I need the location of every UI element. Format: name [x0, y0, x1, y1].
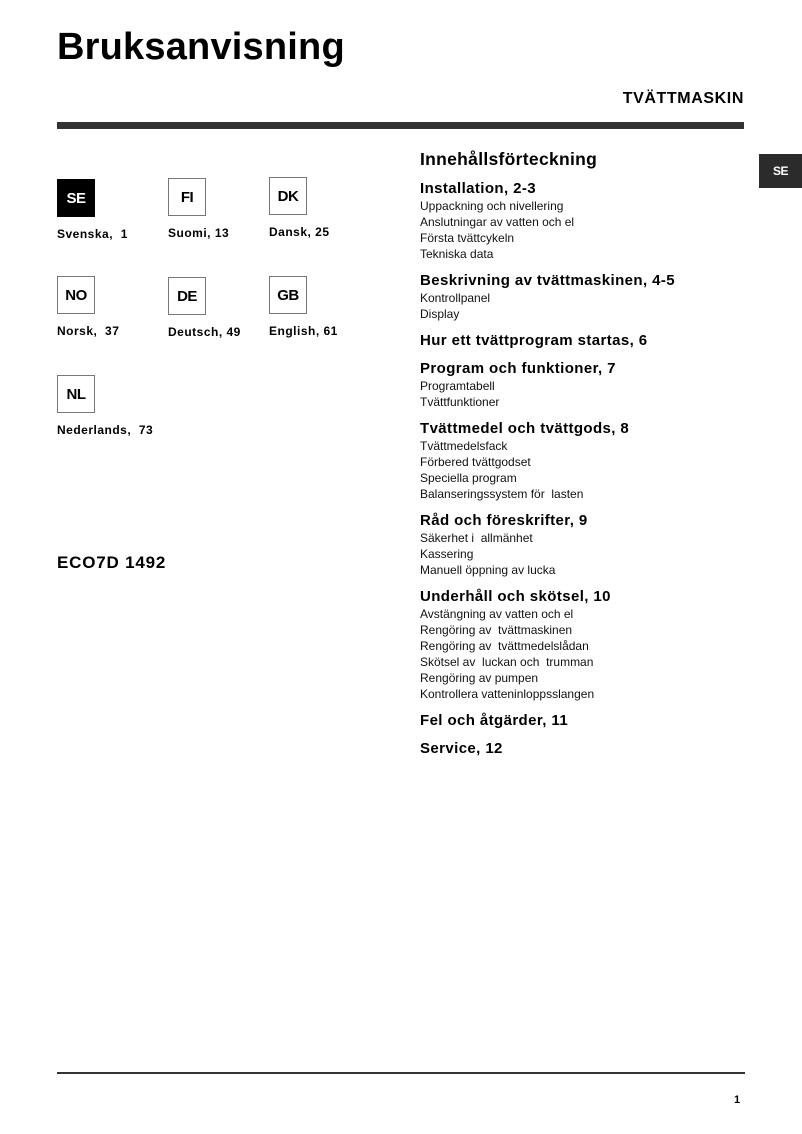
toc-subitem[interactable]: Balanseringssystem för lasten	[420, 487, 584, 501]
page-number: 1	[734, 1094, 741, 1106]
language-label: Norsk, 37	[57, 324, 120, 338]
product-type: TVÄTTMASKIN	[622, 90, 744, 107]
language-code-box[interactable]: SE	[57, 179, 95, 217]
language-label: Nederlands, 73	[57, 423, 154, 437]
toc-section-heading[interactable]: Hur ett tvättprogram startas, 6	[420, 332, 648, 349]
toc-section	[420, 180, 750, 262]
toc-section-heading[interactable]: Installation, 2-3	[420, 180, 536, 197]
toc-section-heading[interactable]: Tvättmedel och tvättgods, 8	[420, 420, 630, 437]
footer-rule	[57, 1072, 745, 1074]
toc-subitem[interactable]: Rengöring av tvättmaskinen	[420, 623, 573, 637]
toc-subitem[interactable]: Skötsel av luckan och trumman	[420, 655, 594, 669]
header-rule	[57, 122, 744, 129]
language-fi[interactable]	[168, 178, 229, 240]
toc-subitem[interactable]: Uppackning och nivellering	[420, 199, 564, 213]
toc-subitem[interactable]: Anslutningar av vatten och el	[420, 215, 575, 229]
language-dk[interactable]	[269, 177, 330, 239]
toc-subitem[interactable]: Kontrollera vatteninloppsslangen	[420, 687, 595, 701]
language-label: English, 61	[269, 324, 338, 338]
toc-section	[420, 512, 750, 578]
language-code-box[interactable]: GB	[269, 276, 307, 314]
toc-section-heading[interactable]: Fel och åtgärder, 11	[420, 712, 569, 729]
language-label: Dansk, 25	[269, 225, 330, 239]
language-code-box[interactable]: DK	[269, 177, 307, 215]
language-label: Suomi, 13	[168, 226, 230, 240]
toc-section	[420, 272, 750, 322]
toc-section-heading[interactable]: Program och funktioner, 7	[420, 360, 616, 377]
toc-section	[420, 360, 750, 410]
toc-subitem[interactable]: Manuell öppning av lucka	[420, 563, 556, 577]
table-of-contents	[420, 148, 750, 768]
toc-subitem[interactable]: Säkerhet i allmänhet	[420, 531, 533, 545]
toc-section	[420, 712, 750, 730]
model-number: ECO7D 1492	[57, 553, 167, 572]
language-code-box[interactable]: NO	[57, 276, 95, 314]
toc-section	[420, 332, 750, 350]
toc-section	[420, 588, 750, 702]
toc-section-heading[interactable]: Underhåll och skötsel, 10	[420, 588, 611, 605]
toc-title: Innehållsförteckning	[420, 149, 598, 169]
toc-subitem[interactable]: Avstängning av vatten och el	[420, 607, 574, 621]
toc-subitem[interactable]: Förbered tvättgodset	[420, 455, 531, 469]
toc-subitem[interactable]: Kontrollpanel	[420, 291, 491, 305]
toc-section-heading[interactable]: Råd och föreskrifter, 9	[420, 512, 588, 529]
language-se[interactable]	[57, 179, 128, 241]
language-no[interactable]	[57, 276, 119, 338]
language-nl[interactable]	[57, 375, 153, 437]
toc-sections	[420, 180, 750, 758]
toc-subitem[interactable]: Kassering	[420, 547, 474, 561]
toc-subitem[interactable]: Första tvättcykeln	[420, 231, 515, 245]
language-gb[interactable]	[269, 276, 338, 338]
language-code-box[interactable]: DE	[168, 277, 206, 315]
toc-subitem[interactable]: Programtabell	[420, 379, 495, 393]
language-de[interactable]	[168, 277, 241, 339]
toc-subitem[interactable]: Display	[420, 307, 460, 321]
language-code-box[interactable]: FI	[168, 178, 206, 216]
toc-subitem[interactable]: Tvättmedelsfack	[420, 439, 508, 453]
toc-subitem[interactable]: Rengöring av pumpen	[420, 671, 539, 685]
document-title: Bruksanvisning	[57, 26, 345, 68]
language-label: Svenska, 1	[57, 227, 128, 241]
language-code-box[interactable]: NL	[57, 375, 95, 413]
toc-section	[420, 740, 750, 758]
toc-section	[420, 420, 750, 502]
toc-section-heading[interactable]: Beskrivning av tvättmaskinen, 4-5	[420, 272, 675, 289]
toc-subitem[interactable]: Tvättfunktioner	[420, 395, 500, 409]
toc-section-heading[interactable]: Service, 12	[420, 740, 503, 757]
side-language-tab[interactable]: SE	[759, 154, 802, 188]
toc-subitem[interactable]: Speciella program	[420, 471, 517, 485]
toc-subitem[interactable]: Tekniska data	[420, 247, 494, 261]
toc-subitem[interactable]: Rengöring av tvättmedelslådan	[420, 639, 589, 653]
language-label: Deutsch, 49	[168, 325, 241, 339]
